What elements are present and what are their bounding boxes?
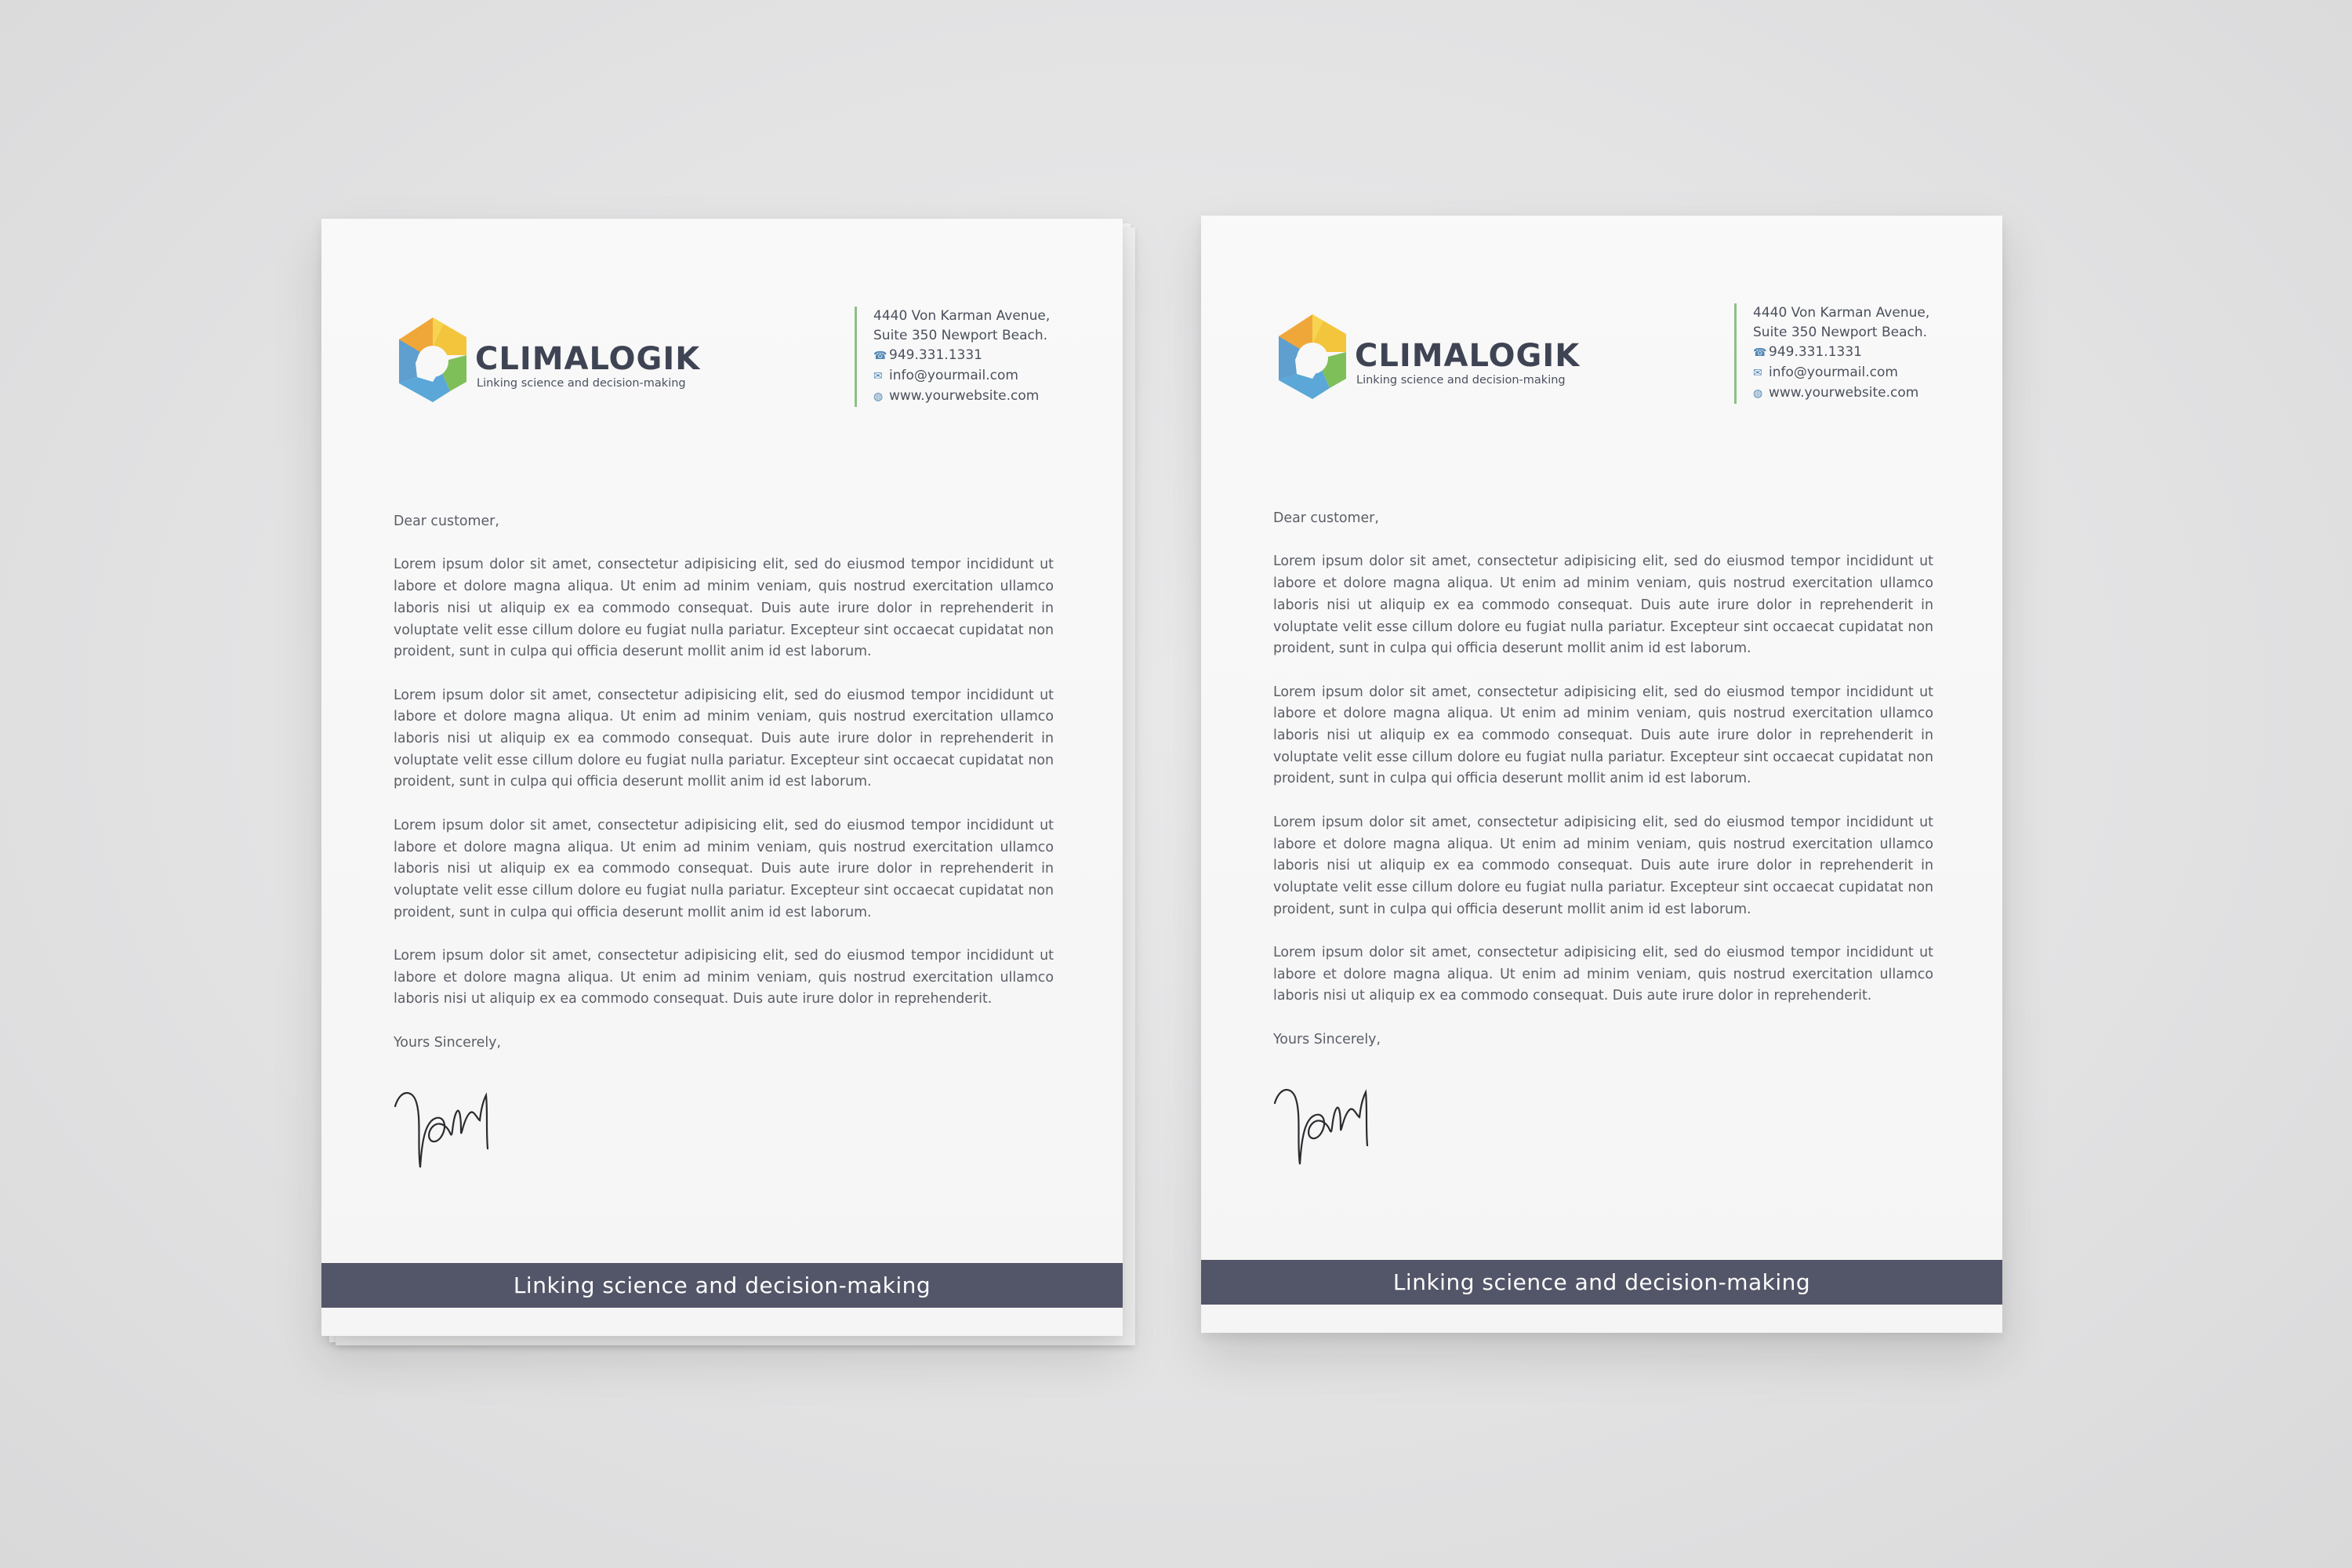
globe-icon: ◍ (873, 390, 884, 403)
brand-tagline: Linking science and decision-making (477, 377, 686, 390)
letterhead-sheet-left (321, 219, 1123, 1336)
letter-greeting: Dear customer, (394, 514, 499, 529)
letter-paragraph: Lorem ipsum dolor sit amet, consectetur adipisicing elit, sed do eiusmod tempor incididunt ut labore et dolore magna aliqua. Ut enim ad minim veniam, quis nostrud exercitation ullamco laboris nisi ut aliquip ex ea commodo consequat. Duis aute irure dolor in reprehenderit in voluptate velit esse cillum dolore eu fugiat nulla pariatur. Excepteur sint occaecat cupidatat non proident, sunt in culpa qui officia deserunt mollit anim id est laborum. (1273, 814, 1933, 917)
email-row (873, 366, 1109, 387)
letter-paragraph: Lorem ipsum dolor sit amet, consectetur adipisicing elit, sed do eiusmod tempor incididunt ut labore et dolore magna aliqua. Ut enim ad minim veniam, quis nostrud exercitation ullamco laboris nisi ut aliquip ex ea commodo consequat. Duis aute irure dolor in reprehenderit in voluptate velit esse cillum dolore eu fugiat nulla pariatur. Excepteur sint occaecat cupidatat non proident, sunt in culpa qui officia deserunt mollit anim id est laborum. (394, 687, 1054, 790)
phone-row (1753, 343, 1988, 363)
hexagon-logo-icon (1273, 313, 1352, 402)
email-address[interactable]: info@yourmail.com (889, 368, 1018, 383)
address-line-1: 4440 Von Karman Avenue, (1753, 305, 1930, 321)
footer-tagline: Linking science and decision-making (513, 1272, 931, 1298)
letter-paragraph: Lorem ipsum dolor sit amet, consectetur adipisicing elit, sed do eiusmod tempor incididunt ut labore et dolore magna aliqua. Ut enim ad minim veniam, quis nostrud exercitation ullamco laboris nisi ut aliquip ex ea commodo consequat. Duis aute irure dolor in reprehenderit in voluptate velit esse cillum dolore eu fugiat nulla pariatur. Excepteur sint occaecat cupidatat non proident, sunt in culpa qui officia deserunt mollit anim id est laborum. (394, 817, 1054, 920)
letter-paragraph: Lorem ipsum dolor sit amet, consectetur adipisicing elit, sed do eiusmod tempor incididunt ut labore et dolore magna aliqua. Ut enim ad minim veniam, quis nostrud exercitation ullamco laboris nisi ut aliquip ex ea commodo consequat. Duis aute irure dolor in reprehenderit in voluptate velit esse cillum dolore eu fugiat nulla pariatur. Excepteur sint occaecat cupidatat non proident, sunt in culpa qui officia deserunt mollit anim id est laborum. (1273, 684, 1933, 787)
brand-tagline: Linking science and decision-making (1356, 374, 1566, 387)
letter-paragraph: Lorem ipsum dolor sit amet, consectetur adipisicing elit, sed do eiusmod tempor incididunt ut labore et dolore magna aliqua. Ut enim ad minim veniam, quis nostrud exercitation ullamco laboris nisi ut aliquip ex ea commodo consequat. Duis aute irure dolor in reprehenderit. (394, 948, 1054, 1007)
letter-body (1273, 508, 1933, 1073)
phone-number: 949.331.1331 (889, 347, 982, 363)
address-line-1: 4440 Von Karman Avenue, (873, 308, 1051, 324)
footer-band (1201, 1260, 2002, 1305)
footer-tagline: Linking science and decision-making (1392, 1269, 1811, 1295)
company-logo (1273, 313, 1587, 407)
brand-name: CLIMALOGIK (1355, 338, 1581, 374)
email-address[interactable]: info@yourmail.com (1769, 365, 1898, 380)
contact-block (1734, 303, 1988, 404)
handwritten-signature (394, 1075, 495, 1173)
letter-greeting: Dear customer, (1273, 510, 1379, 526)
address-line-2: Suite 350 Newport Beach. (1753, 325, 1928, 340)
website-url[interactable]: www.yourwebsite.com (1769, 385, 1919, 401)
brand-name: CLIMALOGIK (475, 341, 701, 377)
website-row (1753, 383, 1988, 404)
globe-icon: ◍ (1753, 387, 1763, 400)
envelope-icon: ✉ (1753, 367, 1762, 379)
email-row (1753, 363, 1988, 383)
letter-closing: Yours Sincerely, (394, 1034, 501, 1051)
address-line-2: Suite 350 Newport Beach. (873, 328, 1048, 343)
phone-row (873, 346, 1109, 366)
envelope-icon: ✉ (873, 370, 883, 383)
company-logo (394, 316, 707, 410)
hexagon-logo-icon (394, 316, 472, 405)
phone-icon: ☎ (1753, 347, 1767, 359)
website-row (873, 387, 1109, 407)
contact-block (855, 307, 1109, 407)
letter-paragraph: Lorem ipsum dolor sit amet, consectetur adipisicing elit, sed do eiusmod tempor incididunt ut labore et dolore magna aliqua. Ut enim ad minim veniam, quis nostrud exercitation ullamco laboris nisi ut aliquip ex ea commodo consequat. Duis aute irure dolor in reprehenderit. (1273, 945, 1933, 1004)
phone-icon: ☎ (873, 350, 887, 362)
letterhead-sheet-right (1201, 216, 2002, 1333)
footer-band (321, 1263, 1123, 1308)
letter-closing: Yours Sincerely, (1273, 1031, 1381, 1047)
letter-body (394, 511, 1054, 1076)
letter-paragraph: Lorem ipsum dolor sit amet, consectetur adipisicing elit, sed do eiusmod tempor incididunt ut labore et dolore magna aliqua. Ut enim ad minim veniam, quis nostrud exercitation ullamco laboris nisi ut aliquip ex ea commodo consequat. Duis aute irure dolor in reprehenderit in voluptate velit esse cillum dolore eu fugiat nulla pariatur. Excepteur sint occaecat cupidatat non proident, sunt in culpa qui officia deserunt mollit anim id est laborum. (394, 557, 1054, 660)
handwritten-signature (1273, 1072, 1375, 1170)
phone-number: 949.331.1331 (1769, 344, 1862, 360)
letter-paragraph: Lorem ipsum dolor sit amet, consectetur adipisicing elit, sed do eiusmod tempor incididunt ut labore et dolore magna aliqua. Ut enim ad minim veniam, quis nostrud exercitation ullamco laboris nisi ut aliquip ex ea commodo consequat. Duis aute irure dolor in reprehenderit in voluptate velit esse cillum dolore eu fugiat nulla pariatur. Excepteur sint occaecat cupidatat non proident, sunt in culpa qui officia deserunt mollit anim id est laborum. (1273, 554, 1933, 657)
website-url[interactable]: www.yourwebsite.com (889, 388, 1040, 404)
